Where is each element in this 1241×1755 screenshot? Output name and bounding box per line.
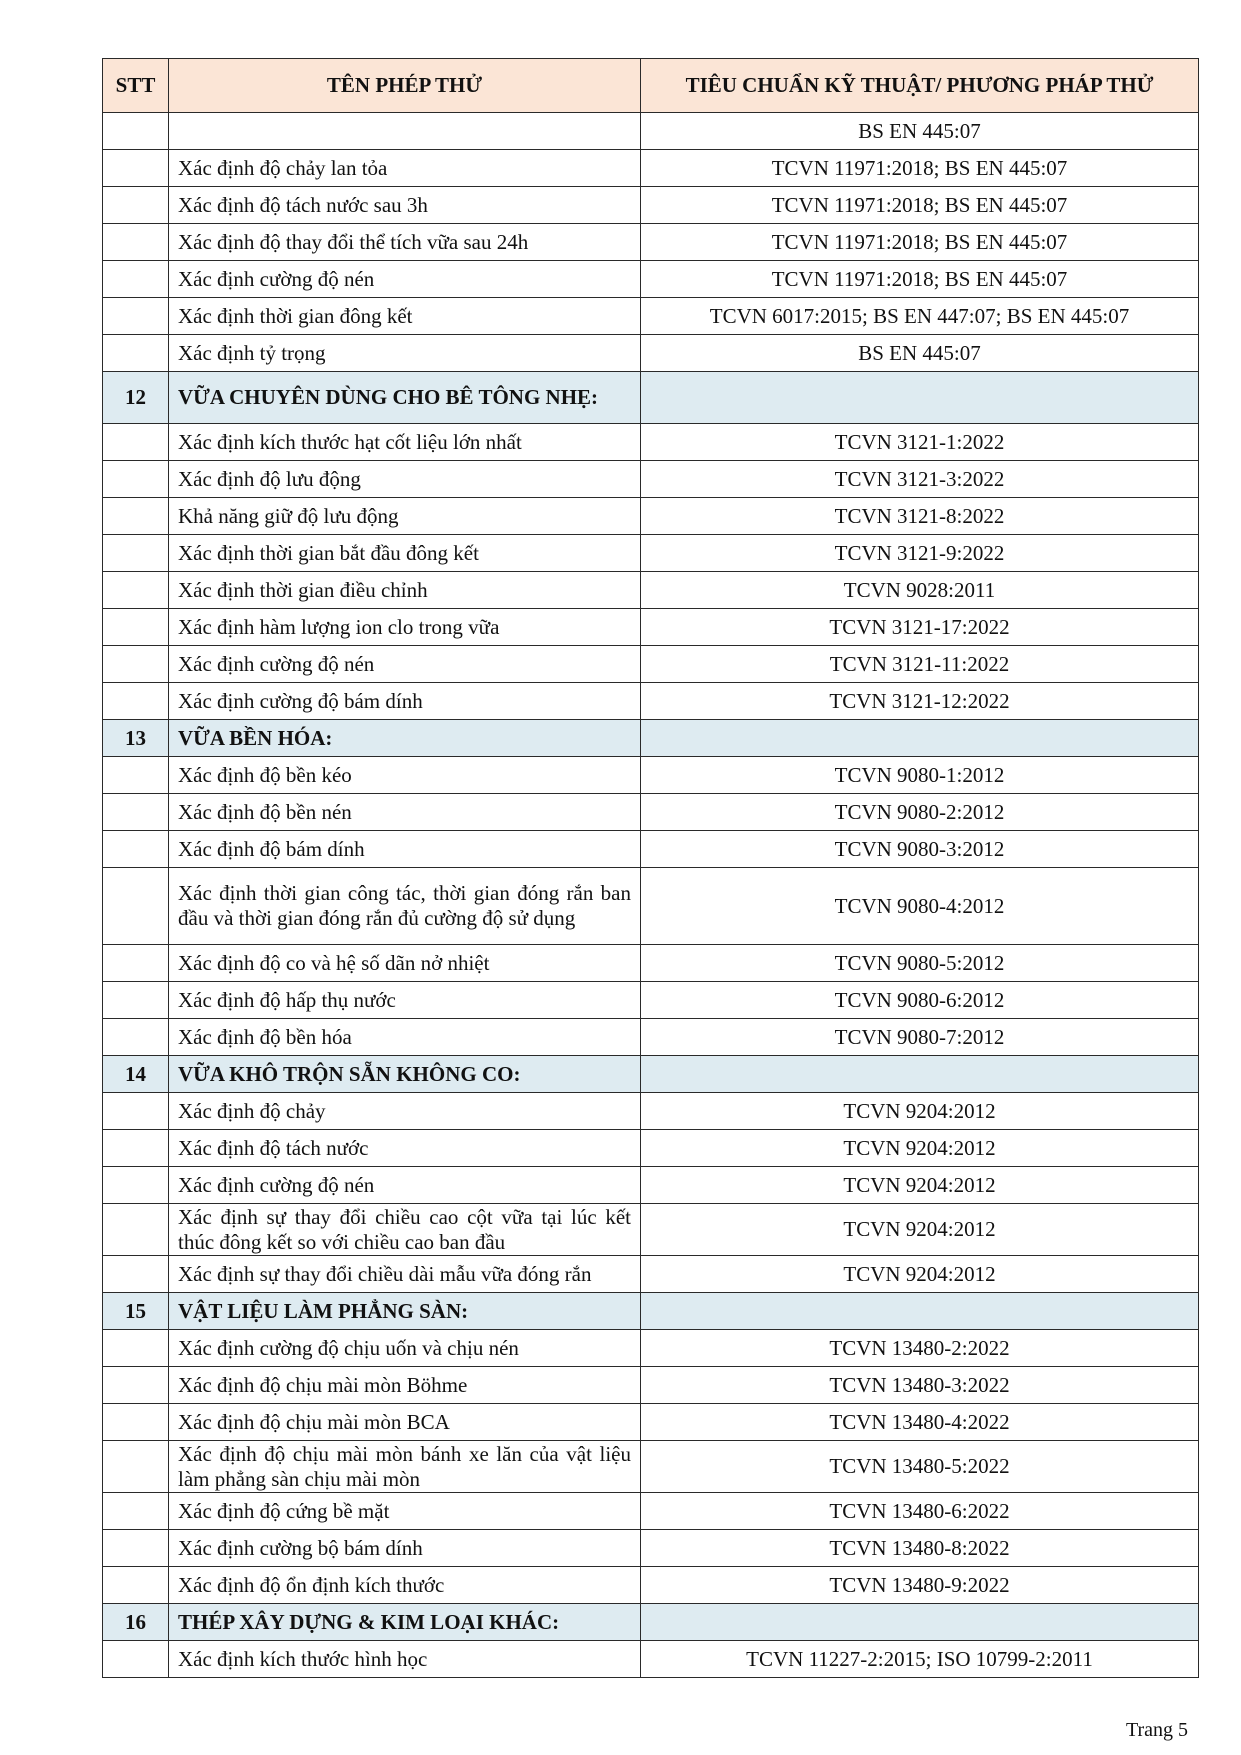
cell-stt [103,1204,169,1256]
section-row [103,1293,1199,1330]
cell-test-name: Xác định thời gian bắt đầu đông kết [169,535,641,572]
cell-stt [103,868,169,945]
cell-stt: 16 [103,1604,169,1641]
cell-standard: TCVN 11971:2018; BS EN 445:07 [641,261,1199,298]
table-row [103,982,1199,1019]
cell-standard: TCVN 3121-11:2022 [641,646,1199,683]
section-row [103,1056,1199,1093]
cell-test-name: Xác định độ bền hóa [169,1019,641,1056]
table-row [103,1167,1199,1204]
cell-test-name [169,113,641,150]
table-row [103,298,1199,335]
table-row [103,187,1199,224]
cell-standard: TCVN 13480-5:2022 [641,1441,1199,1493]
table-row [103,1330,1199,1367]
table-row [103,572,1199,609]
cell-stt [103,535,169,572]
cell-standard [641,1604,1199,1641]
cell-test-name: Xác định kích thước hạt cốt liệu lớn nhất [169,424,641,461]
cell-stt: 12 [103,372,169,424]
cell-standard: TCVN 13480-4:2022 [641,1404,1199,1441]
cell-stt [103,757,169,794]
cell-stt [103,1019,169,1056]
cell-standard: TCVN 9204:2012 [641,1167,1199,1204]
cell-standard [641,1056,1199,1093]
cell-stt [103,150,169,187]
cell-test-name: Xác định sự thay đổi chiều dài mẫu vữa đóng rắn [169,1256,641,1293]
cell-standard [641,372,1199,424]
cell-standard: TCVN 3121-12:2022 [641,683,1199,720]
cell-standard: TCVN 13480-2:2022 [641,1330,1199,1367]
cell-standard: TCVN 9080-1:2012 [641,757,1199,794]
cell-test-name: Xác định độ tách nước [169,1130,641,1167]
cell-stt [103,1167,169,1204]
cell-test-name: Xác định độ bám dính [169,831,641,868]
cell-test-name: Xác định độ chảy lan tỏa [169,150,641,187]
cell-standard: BS EN 445:07 [641,113,1199,150]
header-stt: STT [103,59,169,113]
cell-standard: TCVN 13480-9:2022 [641,1567,1199,1604]
cell-test-name: Xác định độ hấp thụ nước [169,982,641,1019]
cell-standard: TCVN 11971:2018; BS EN 445:07 [641,187,1199,224]
cell-stt [103,572,169,609]
cell-standard: TCVN 11227-2:2015; ISO 10799-2:2011 [641,1641,1199,1678]
table-row [103,1404,1199,1441]
table-row [103,335,1199,372]
cell-test-name: Xác định cường độ nén [169,261,641,298]
header-test-name: TÊN PHÉP THỬ [169,59,641,113]
table-row [103,1093,1199,1130]
section-title: VỮA CHUYÊN DÙNG CHO BÊ TÔNG NHẸ: [169,372,641,424]
cell-stt [103,224,169,261]
cell-standard: TCVN 13480-3:2022 [641,1367,1199,1404]
cell-test-name: Xác định độ bền nén [169,794,641,831]
cell-standard: TCVN 9080-3:2012 [641,831,1199,868]
section-title: VỮA BỀN HÓA: [169,720,641,757]
table-row [103,535,1199,572]
cell-stt [103,794,169,831]
cell-stt [103,1093,169,1130]
cell-stt [103,498,169,535]
cell-test-name: Khả năng giữ độ lưu động [169,498,641,535]
cell-test-name: Xác định độ lưu động [169,461,641,498]
cell-stt: 14 [103,1056,169,1093]
cell-standard: TCVN 11971:2018; BS EN 445:07 [641,150,1199,187]
cell-test-name: Xác định cường độ nén [169,646,641,683]
cell-test-name: Xác định thời gian đông kết [169,298,641,335]
table-row [103,1530,1199,1567]
cell-test-name: Xác định độ chịu mài mòn BCA [169,1404,641,1441]
cell-test-name: Xác định độ thay đổi thể tích vữa sau 24h [169,224,641,261]
cell-stt [103,298,169,335]
cell-standard: TCVN 13480-6:2022 [641,1493,1199,1530]
cell-test-name: Xác định độ chịu mài mòn Böhme [169,1367,641,1404]
cell-test-name: Xác định cường độ bám dính [169,683,641,720]
cell-stt [103,945,169,982]
header-standard: TIÊU CHUẨN KỸ THUẬT/ PHƯƠNG PHÁP THỬ [641,59,1199,113]
table-row [103,1641,1199,1678]
cell-standard [641,1293,1199,1330]
section-row [103,720,1199,757]
cell-stt [103,1530,169,1567]
cell-standard: TCVN 11971:2018; BS EN 445:07 [641,224,1199,261]
cell-stt [103,982,169,1019]
cell-test-name: Xác định tỷ trọng [169,335,641,372]
cell-test-name: Xác định độ co và hệ số dãn nở nhiệt [169,945,641,982]
cell-test-name: Xác định cường độ nén [169,1167,641,1204]
cell-stt [103,646,169,683]
table-row [103,1256,1199,1293]
cell-stt [103,1130,169,1167]
page-number: Trang 5 [1125,1719,1188,1741]
section-title: VỮA KHÔ TRỘN SẴN KHÔNG CO: [169,1056,641,1093]
table-body [103,113,1199,1678]
table-row [103,1367,1199,1404]
test-standards-table [102,58,1199,1678]
table-row [103,683,1199,720]
section-title: VẬT LIỆU LÀM PHẲNG SÀN: [169,1293,641,1330]
cell-standard: TCVN 13480-8:2022 [641,1530,1199,1567]
table-row [103,646,1199,683]
cell-standard: TCVN 3121-9:2022 [641,535,1199,572]
cell-stt: 15 [103,1293,169,1330]
cell-test-name: Xác định độ chịu mài mòn bánh xe lăn của vật liệu làm phẳng sàn chịu mài mòn [169,1441,641,1493]
table-row [103,757,1199,794]
section-title: THÉP XÂY DỰNG & KIM LOẠI KHÁC: [169,1604,641,1641]
cell-stt [103,1256,169,1293]
cell-test-name: Xác định kích thước hình học [169,1641,641,1678]
table-row [103,1441,1199,1493]
cell-stt [103,335,169,372]
table-row [103,224,1199,261]
table-row [103,831,1199,868]
cell-test-name: Xác định sự thay đổi chiều cao cột vữa tại lúc kết thúc đông kết so với chiều cao ban đầu [169,1204,641,1256]
cell-stt [103,1404,169,1441]
cell-standard: TCVN 9204:2012 [641,1204,1199,1256]
cell-stt [103,1441,169,1493]
cell-stt [103,609,169,646]
cell-standard [641,720,1199,757]
cell-stt [103,261,169,298]
section-row [103,372,1199,424]
table-row [103,1567,1199,1604]
cell-stt [103,683,169,720]
table-row [103,150,1199,187]
cell-standard: TCVN 9204:2012 [641,1130,1199,1167]
table-row [103,1130,1199,1167]
table-row [103,945,1199,982]
cell-standard: TCVN 9080-6:2012 [641,982,1199,1019]
cell-standard: TCVN 9080-4:2012 [641,868,1199,945]
cell-standard: TCVN 3121-8:2022 [641,498,1199,535]
cell-test-name: Xác định hàm lượng ion clo trong vữa [169,609,641,646]
cell-stt [103,1367,169,1404]
table-row [103,868,1199,945]
cell-stt [103,113,169,150]
cell-test-name: Xác định cường độ chịu uốn và chịu nén [169,1330,641,1367]
cell-stt [103,831,169,868]
table-row [103,498,1199,535]
table-row [103,1019,1199,1056]
cell-test-name: Xác định độ ổn định kích thước [169,1567,641,1604]
cell-stt: 13 [103,720,169,757]
cell-standard: BS EN 445:07 [641,335,1199,372]
table-row [103,1493,1199,1530]
cell-stt [103,461,169,498]
table-header-row [103,59,1199,113]
table-row [103,424,1199,461]
cell-standard: TCVN 6017:2015; BS EN 447:07; BS EN 445:07 [641,298,1199,335]
cell-standard: TCVN 9080-2:2012 [641,794,1199,831]
cell-standard: TCVN 9080-5:2012 [641,945,1199,982]
cell-test-name: Xác định độ bền kéo [169,757,641,794]
table-row [103,609,1199,646]
section-row [103,1604,1199,1641]
cell-test-name: Xác định độ chảy [169,1093,641,1130]
cell-stt [103,1641,169,1678]
table-row [103,461,1199,498]
cell-standard: TCVN 9204:2012 [641,1256,1199,1293]
cell-test-name: Xác định thời gian công tác, thời gian đóng rắn ban đầu và thời gian đóng rắn đủ cường độ sử dụng [169,868,641,945]
cell-stt [103,424,169,461]
cell-standard: TCVN 9080-7:2012 [641,1019,1199,1056]
table-row [103,794,1199,831]
cell-stt [103,1330,169,1367]
cell-test-name: Xác định độ cứng bề mặt [169,1493,641,1530]
cell-test-name: Xác định thời gian điều chỉnh [169,572,641,609]
cell-stt [103,1567,169,1604]
table-row [103,1204,1199,1256]
cell-standard: TCVN 3121-3:2022 [641,461,1199,498]
table-row [103,261,1199,298]
cell-test-name: Xác định độ tách nước sau 3h [169,187,641,224]
cell-stt [103,187,169,224]
cell-stt [103,1493,169,1530]
cell-test-name: Xác định cường bộ bám dính [169,1530,641,1567]
cell-standard: TCVN 3121-1:2022 [641,424,1199,461]
cell-standard: TCVN 9028:2011 [641,572,1199,609]
cell-standard: TCVN 9204:2012 [641,1093,1199,1130]
table-row [103,113,1199,150]
cell-standard: TCVN 3121-17:2022 [641,609,1199,646]
